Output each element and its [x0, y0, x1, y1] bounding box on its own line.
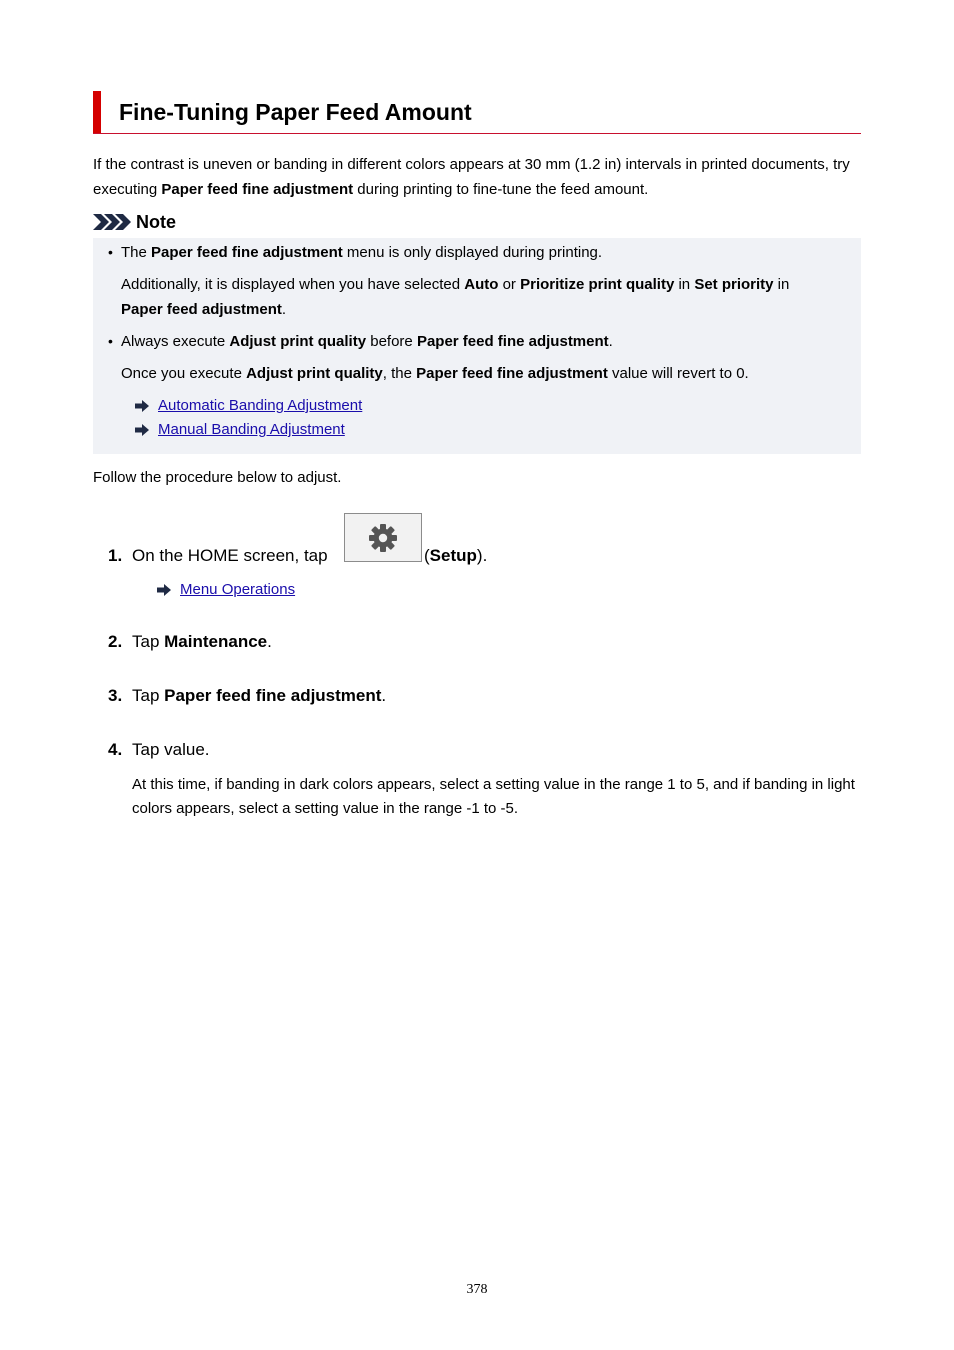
link-row-automatic-banding: [135, 396, 362, 416]
note-item-1-extra: Additionally, it is displayed when you have selected Auto or Prioritize print quality in Set priority in: [121, 276, 790, 293]
gear-icon: [368, 523, 398, 553]
step-2-number: 2.: [108, 632, 123, 651]
step-4-text: Tap value.: [132, 740, 210, 759]
note-chevrons-icon: [93, 214, 131, 230]
bullet: •: [108, 333, 113, 349]
arrow-right-icon: [157, 584, 171, 596]
step-4-detail: At this time, if banding in dark colors appears, select a setting value in the range 1 to 5, and if banding in light colors appears, select a setting value in the range -1 to -5.: [132, 776, 855, 817]
arrow-right-icon: [135, 400, 149, 412]
intro-paragraph: If the contrast is uneven or banding in different colors appears at 30 mm (1.2 in) intervals in printed documents, try executing Paper feed fine adjustment during printing to fine-tune the feed amount.: [93, 156, 850, 198]
page-heading: [93, 91, 861, 134]
step-1-text-cont: (Setup).: [424, 546, 488, 565]
note-label: [93, 210, 176, 234]
note-item-1: The Paper feed fine adjustment menu is only displayed during printing.: [121, 244, 603, 261]
page-title: Fine-Tuning Paper Feed Amount: [119, 99, 472, 125]
note-box: [93, 238, 861, 454]
setup-button[interactable]: [344, 513, 422, 562]
link-row-menu-operations: [157, 580, 295, 600]
manual-banding-link[interactable]: Manual Banding Adjustment: [158, 421, 345, 438]
menu-operations-link[interactable]: Menu Operations: [180, 581, 296, 598]
note-item-2-extra: Once you execute Adjust print quality, the Paper feed fine adjustment value will revert to 0.: [121, 365, 749, 382]
step-1-text: On the HOME screen, tap: [132, 546, 328, 565]
step-2-text: Tap Maintenance.: [132, 632, 272, 651]
bullet: •: [108, 244, 113, 260]
note-item-2: Always execute Adjust print quality before Paper feed fine adjustment.: [121, 333, 613, 350]
arrow-right-icon: [135, 424, 149, 436]
automatic-banding-link[interactable]: Automatic Banding Adjustment: [158, 397, 363, 414]
note-item-1-extra-cont: Paper feed adjustment.: [121, 301, 287, 318]
page-number: 378: [466, 1282, 488, 1297]
note-title: Note: [136, 211, 176, 232]
follow-text: Follow the procedure below to adjust.: [93, 469, 342, 486]
step-4-number: 4.: [108, 740, 123, 759]
link-row-manual-banding: [135, 420, 345, 440]
heading-accent-bar: [93, 91, 101, 133]
step-3-text: Tap Paper feed fine adjustment.: [132, 686, 387, 705]
step-1-number: 1.: [108, 546, 123, 565]
step-3-number: 3.: [108, 686, 123, 705]
